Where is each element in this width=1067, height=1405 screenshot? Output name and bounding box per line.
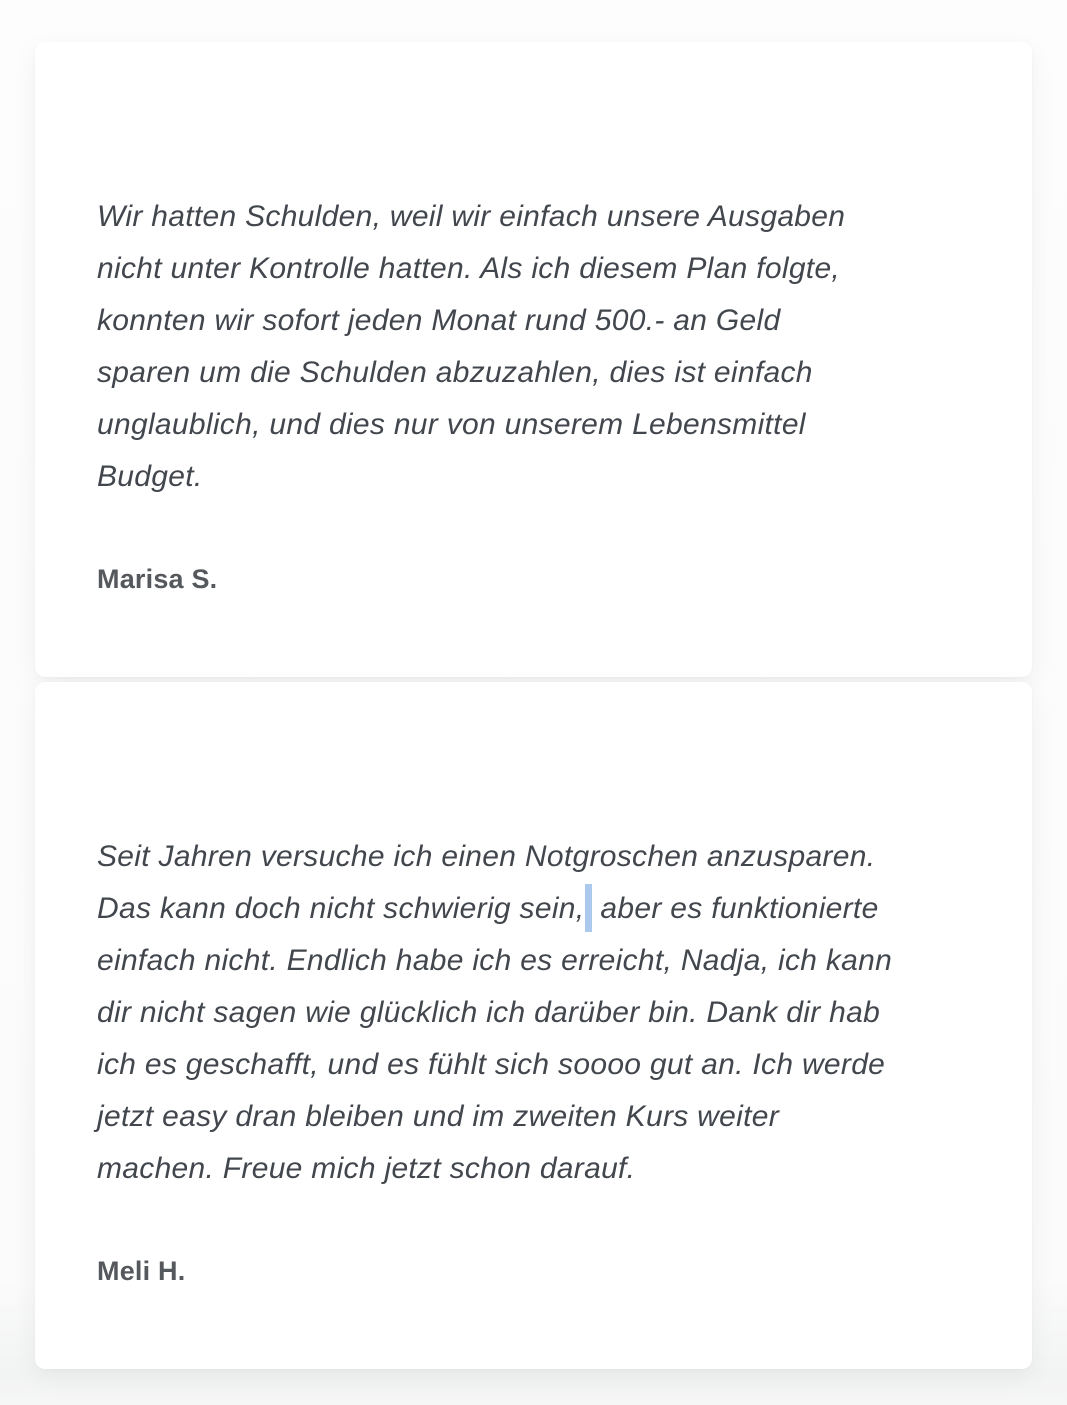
quote-line: Wir hatten Schulden, weil wir einfach unsere Ausgaben [97, 200, 846, 233]
quote-line: Seit Jahren versuche ich einen Notgroschen anzusparen. [97, 840, 876, 873]
quote-line: konnten wir sofort jeden Monat rund 500.- an Geld [97, 304, 781, 337]
quote-line: sparen um die Schulden abzuzahlen, dies ist einfach [97, 356, 813, 389]
testimonial-quote[interactable] [97, 831, 970, 1195]
testimonial-card [35, 42, 1032, 677]
quote-line: ich es geschafft, und es fühlt sich soooo gut an. Ich werde [97, 1048, 886, 1081]
text-cursor-caret [585, 884, 592, 932]
quote-line-with-cursor [97, 883, 970, 935]
quote-text-after-cursor: aber es funktionierte [600, 892, 879, 925]
quote-line: nicht unter Kontrolle hatten. Als ich diesem Plan folgte, [97, 252, 841, 285]
quote-line: machen. Freue mich jetzt schon darauf. [97, 1152, 636, 1185]
quote-line: einfach nicht. Endlich habe ich es erreicht, Nadja, ich kann [97, 944, 893, 977]
quote-text-before-cursor: Das kann doch nicht schwierig sein, [97, 892, 585, 925]
quote-line: Budget. [97, 460, 203, 493]
testimonial-quote [97, 191, 970, 503]
testimonial-author: Marisa S. [97, 564, 218, 594]
testimonial-card [35, 682, 1032, 1369]
quote-line: jetzt easy dran bleiben und im zweiten Kurs weiter [97, 1100, 780, 1133]
testimonial-author: Meli H. [97, 1256, 186, 1286]
quote-line: dir nicht sagen wie glücklich ich darüber bin. Dank dir hab [97, 996, 881, 1029]
quote-line: unglaublich, und dies nur von unserem Lebensmittel [97, 408, 806, 441]
